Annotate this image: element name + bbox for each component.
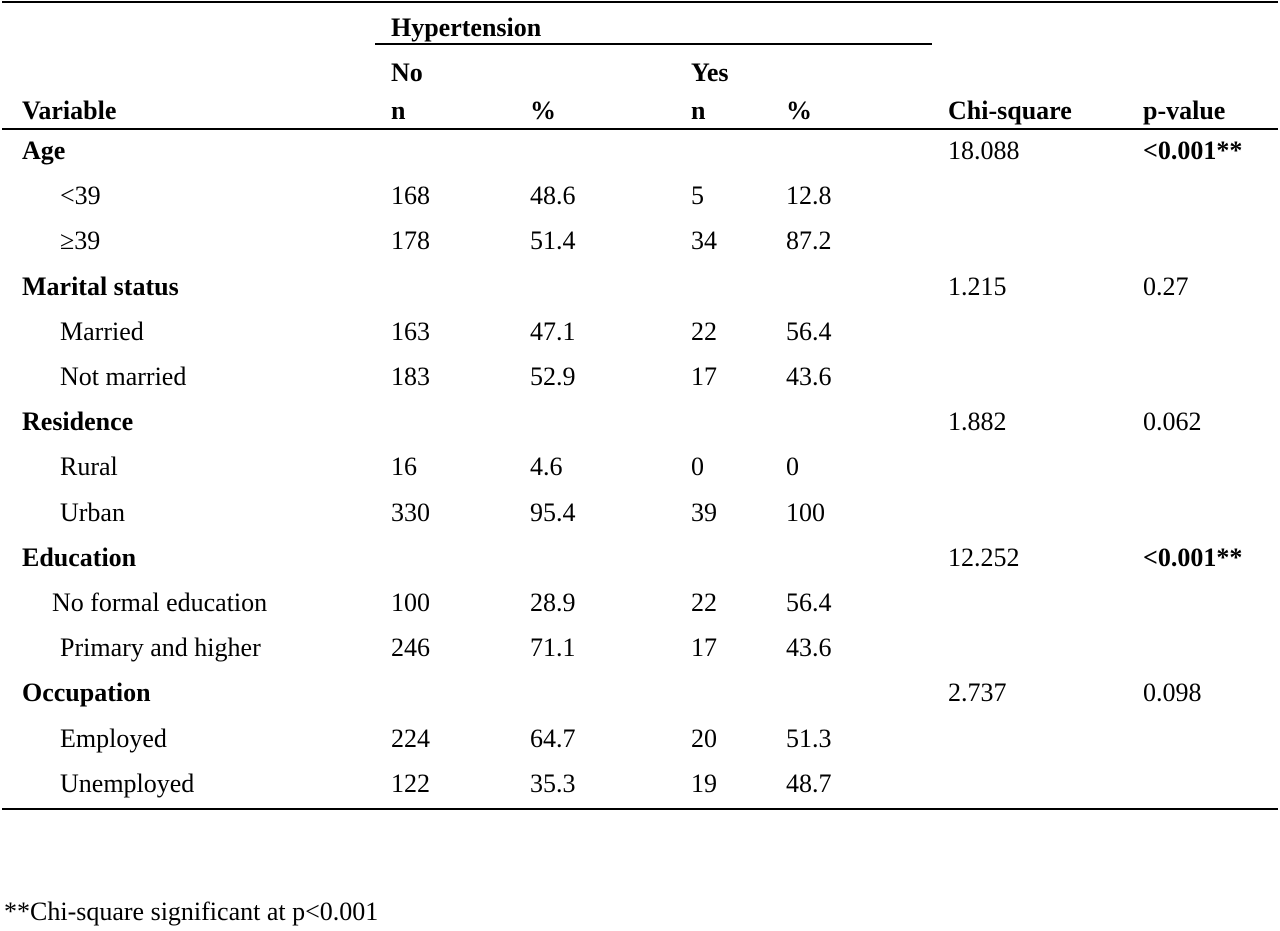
header-hypertension: Hypertension	[391, 13, 542, 42]
table-row	[0, 317, 1280, 362]
cell-chi-square: 2.737	[948, 678, 1007, 708]
row-label: <39	[60, 181, 101, 211]
row-label: Primary and higher	[60, 633, 261, 663]
cell-no-n: 163	[391, 316, 430, 346]
cell-yes-pct: 100	[786, 497, 825, 527]
table-row	[0, 498, 1280, 543]
cell-no-pct: 52.9	[530, 362, 576, 391]
cell-yes-n: 20	[691, 723, 717, 753]
cell-no-n: 183	[391, 362, 430, 391]
table-group-row	[0, 136, 1280, 181]
header-variable: Variable	[22, 96, 117, 125]
cell-yes-pct: 43.6	[786, 362, 832, 391]
table-group-row	[0, 543, 1280, 588]
table-group-row	[0, 272, 1280, 317]
row-label: Married	[60, 316, 144, 346]
cell-no-n: 168	[391, 181, 430, 211]
cell-yes-pct: 0	[786, 452, 799, 482]
cell-no-pct: 48.6	[530, 181, 576, 211]
table-row	[0, 452, 1280, 497]
cell-no-n: 224	[391, 723, 430, 753]
header-chi-square: Chi-square	[948, 96, 1072, 125]
cell-yes-pct: 87.2	[786, 226, 832, 256]
row-label: Urban	[60, 497, 125, 527]
cell-yes-pct: 51.3	[786, 723, 832, 753]
cell-no-pct: 51.4	[530, 226, 576, 256]
cell-yes-n: 0	[691, 452, 704, 482]
row-label: ≥39	[60, 226, 101, 256]
row-label: Occupation	[22, 678, 151, 708]
table-row	[0, 181, 1280, 226]
cell-yes-n: 22	[691, 588, 717, 617]
row-label: Education	[22, 542, 137, 572]
row-label: Not married	[60, 362, 187, 391]
cell-chi-square: 1.215	[948, 271, 1007, 301]
cell-no-pct: 95.4	[530, 497, 576, 527]
table-row	[0, 226, 1280, 271]
cell-chi-square: 1.882	[948, 407, 1007, 437]
footnote: **Chi-square significant at p<0.001	[4, 897, 379, 926]
cell-yes-pct: 56.4	[786, 316, 832, 346]
header-yes-n: n	[691, 96, 706, 125]
cell-yes-n: 34	[691, 226, 717, 256]
cell-yes-n: 22	[691, 316, 717, 346]
cell-yes-pct: 56.4	[786, 588, 832, 617]
header-no-pct: %	[530, 96, 556, 125]
table-group-row	[0, 678, 1280, 723]
row-label: Unemployed	[60, 768, 195, 798]
cell-p-value: <0.001**	[1143, 542, 1243, 572]
cell-no-n: 178	[391, 226, 430, 256]
table-row	[0, 362, 1280, 407]
cell-yes-pct: 12.8	[786, 181, 832, 211]
cell-p-value: <0.001**	[1143, 136, 1243, 165]
cell-chi-square: 12.252	[948, 542, 1020, 572]
hypertension-span-rule	[375, 43, 932, 45]
cell-chi-square: 18.088	[948, 136, 1020, 165]
row-label: Marital status	[22, 271, 179, 301]
table-top-rule	[2, 1, 1278, 3]
cell-yes-n: 19	[691, 768, 717, 798]
table-row	[0, 769, 1280, 814]
cell-yes-n: 17	[691, 362, 717, 391]
cell-yes-n: 39	[691, 497, 717, 527]
header-yes: Yes	[691, 58, 729, 87]
header-p-value: p-value	[1143, 96, 1226, 125]
cell-no-pct: 35.3	[530, 768, 576, 798]
row-label: No formal education	[52, 588, 268, 617]
header-no: No	[391, 58, 423, 87]
cell-no-n: 100	[391, 588, 430, 617]
table-row	[0, 588, 1280, 633]
cell-no-n: 246	[391, 633, 430, 663]
cell-no-pct: 4.6	[530, 452, 563, 482]
cell-yes-n: 17	[691, 633, 717, 663]
cell-yes-pct: 48.7	[786, 768, 832, 798]
row-label: Age	[22, 136, 66, 165]
cell-yes-n: 5	[691, 181, 704, 211]
table-group-row	[0, 407, 1280, 452]
table-header-rule	[2, 128, 1278, 130]
cell-no-n: 330	[391, 497, 430, 527]
cell-no-n: 16	[391, 452, 417, 482]
row-label: Employed	[60, 723, 167, 753]
cell-no-pct: 47.1	[530, 316, 576, 346]
cell-no-n: 122	[391, 768, 430, 798]
table-row	[0, 633, 1280, 678]
cell-no-pct: 28.9	[530, 588, 576, 617]
cell-p-value: 0.27	[1143, 271, 1189, 301]
cell-p-value: 0.098	[1143, 678, 1202, 708]
cell-yes-pct: 43.6	[786, 633, 832, 663]
row-label: Rural	[60, 452, 118, 482]
cell-no-pct: 71.1	[530, 633, 576, 663]
table-row	[0, 724, 1280, 769]
cell-p-value: 0.062	[1143, 407, 1202, 437]
header-yes-pct: %	[786, 96, 812, 125]
row-label: Residence	[22, 407, 134, 437]
header-no-n: n	[391, 96, 406, 125]
cell-no-pct: 64.7	[530, 723, 576, 753]
